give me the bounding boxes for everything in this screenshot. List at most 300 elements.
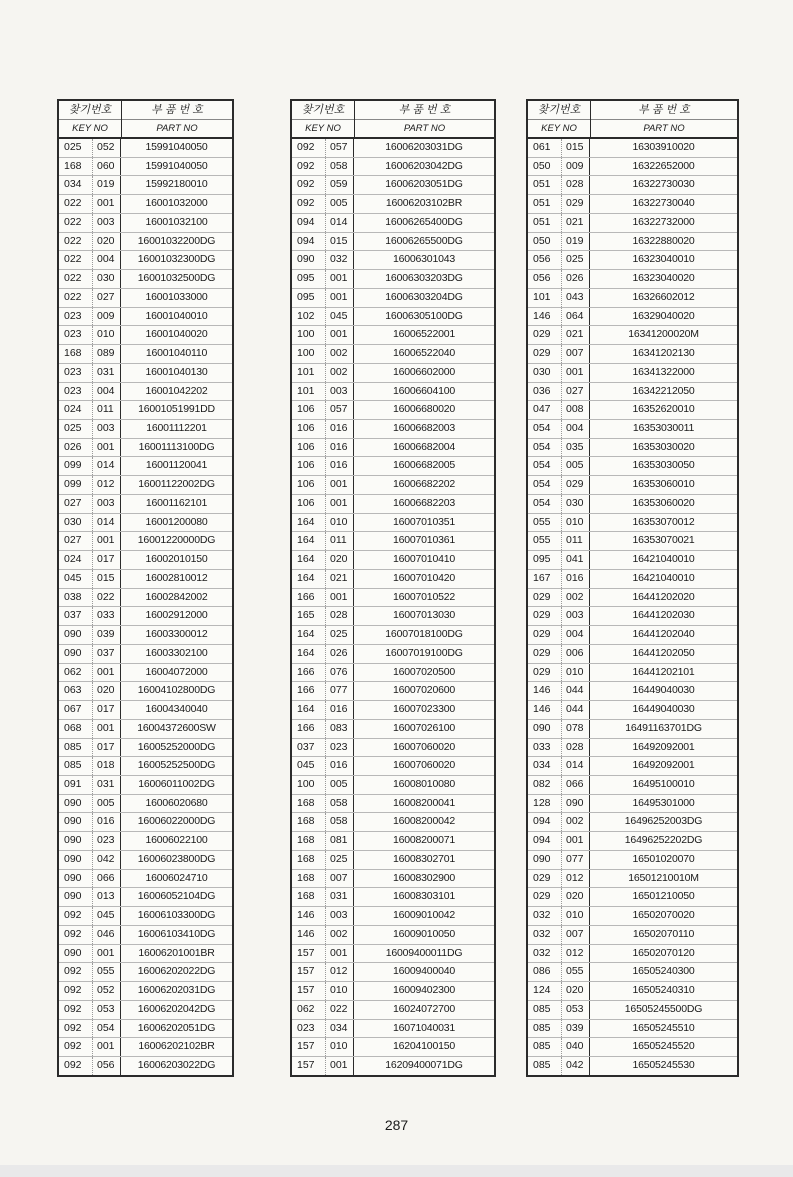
- part-number-cell: 16002810012: [145, 571, 208, 584]
- table-row: [528, 645, 737, 664]
- key-group-cell: 146: [533, 684, 551, 697]
- key-item-cell: 001: [325, 289, 354, 307]
- table-row: [292, 757, 494, 776]
- key-item-cell: 031: [325, 888, 354, 906]
- table-row: [59, 289, 232, 308]
- table-row: [292, 532, 494, 551]
- part-number-cell: 16004340040: [145, 703, 208, 716]
- key-item-cell: 028: [561, 739, 590, 757]
- key-group-cell: 100: [297, 777, 315, 790]
- table-row: [59, 589, 232, 608]
- part-number-cell: 16495301000: [632, 796, 695, 809]
- key-group-cell: 085: [533, 1040, 551, 1053]
- part-header-en: PART NO: [156, 123, 198, 134]
- key-header-ko: 찾기번호: [528, 101, 590, 120]
- part-number-cell: 16006203022DG: [137, 1058, 216, 1071]
- key-group-cell: 027: [64, 496, 82, 509]
- key-group-cell: 030: [64, 515, 82, 528]
- key-group-cell: 022: [64, 272, 82, 285]
- key-item-cell: 001: [325, 270, 354, 288]
- key-item-cell: 023: [325, 739, 354, 757]
- table-row: [59, 476, 232, 495]
- part-number-cell: 16002010150: [145, 553, 208, 566]
- table-row: [528, 963, 737, 982]
- key-item-cell: 010: [325, 982, 354, 1000]
- part-number-cell: 16001042202: [145, 384, 208, 397]
- key-item-cell: 077: [561, 851, 590, 869]
- key-item-cell: 083: [325, 720, 354, 738]
- key-item-cell: 053: [92, 1001, 121, 1019]
- key-group-cell: 168: [297, 796, 315, 809]
- table-row: [292, 720, 494, 739]
- key-group-cell: 094: [297, 215, 315, 228]
- table-row: [59, 776, 232, 795]
- part-number-cell: 16006022100: [145, 834, 208, 847]
- key-group-cell: 090: [64, 646, 82, 659]
- key-item-cell: 011: [561, 532, 590, 550]
- key-group-cell: 090: [64, 834, 82, 847]
- table-row: [292, 176, 494, 195]
- key-group-cell: 092: [64, 1021, 82, 1034]
- table-row: [528, 888, 737, 907]
- part-number-cell: 16505240300: [632, 965, 695, 978]
- key-item-cell: 001: [92, 945, 121, 963]
- key-item-cell: 010: [561, 907, 590, 925]
- part-number-cell: 16006203042DG: [385, 159, 463, 172]
- table-row: [59, 888, 232, 907]
- key-group-cell: 029: [533, 590, 551, 603]
- key-item-cell: 031: [92, 776, 121, 794]
- part-header-ko: 부 품 번 호: [591, 101, 737, 120]
- table-row: [292, 1020, 494, 1039]
- table-row: [59, 664, 232, 683]
- key-item-cell: 057: [325, 401, 354, 419]
- table-row: [528, 551, 737, 570]
- part-number-cell: 16495100010: [632, 777, 695, 790]
- key-item-cell: 001: [92, 195, 121, 213]
- part-number-cell: 16009010050: [392, 927, 456, 940]
- table-row: [292, 682, 494, 701]
- part-number-cell: 15992180010: [145, 178, 208, 191]
- key-group-cell: 054: [533, 440, 551, 453]
- part-number-cell: 16001200080: [145, 515, 208, 528]
- table-row: [528, 664, 737, 683]
- key-item-cell: 042: [561, 1057, 590, 1075]
- table-row: [292, 907, 494, 926]
- table-row: [528, 308, 737, 327]
- part-number-cell: 16006682005: [392, 459, 456, 472]
- table-row: [528, 739, 737, 758]
- key-group-cell: 167: [533, 571, 551, 584]
- key-item-cell: 031: [92, 364, 121, 382]
- key-group-cell: 062: [64, 665, 82, 678]
- table-row: [292, 195, 494, 214]
- key-group-cell: 157: [297, 946, 315, 959]
- key-group-cell: 090: [64, 628, 82, 641]
- key-group-cell: 050: [533, 234, 551, 247]
- key-group-cell: 025: [64, 422, 82, 435]
- key-group-cell: 168: [297, 890, 315, 903]
- part-number-cell: 16353030011: [632, 422, 695, 435]
- key-group-cell: 051: [533, 197, 551, 210]
- key-group-cell: 063: [64, 684, 82, 697]
- table-row: [59, 851, 232, 870]
- key-item-cell: 016: [325, 420, 354, 438]
- key-item-cell: 035: [561, 439, 590, 457]
- key-group-cell: 164: [297, 571, 315, 584]
- table-row: [528, 532, 737, 551]
- key-group-cell: 090: [64, 815, 82, 828]
- key-group-cell: 092: [64, 1002, 82, 1015]
- part-number-cell: 16004372600SW: [137, 721, 216, 734]
- table-row: [528, 476, 737, 495]
- part-number-cell: 16006682203: [392, 496, 456, 509]
- table-row: [292, 1057, 494, 1075]
- key-item-cell: 017: [92, 739, 121, 757]
- part-number-cell: 16007060020: [392, 759, 456, 772]
- table-row: [528, 176, 737, 195]
- key-item-cell: 055: [92, 963, 121, 981]
- key-item-cell: 054: [92, 1020, 121, 1038]
- key-group-cell: 067: [64, 703, 82, 716]
- table-row: [59, 1001, 232, 1020]
- table-row: [59, 532, 232, 551]
- part-number-cell: 16003302100: [145, 646, 208, 659]
- part-number-cell: 16006203031DG: [385, 141, 463, 153]
- key-item-cell: 002: [325, 364, 354, 382]
- table-row: [59, 832, 232, 851]
- key-item-cell: 010: [325, 1038, 354, 1056]
- part-header-en: PART NO: [403, 123, 446, 134]
- table-row: [292, 645, 494, 664]
- part-number-cell: 16006305100DG: [385, 309, 463, 322]
- key-group-cell: 168: [297, 871, 315, 884]
- key-group-cell: 091: [64, 777, 82, 790]
- part-number-cell: 16007026100: [392, 721, 456, 734]
- part-number-cell: 16341200020M: [628, 328, 699, 341]
- key-group-cell: 168: [297, 852, 315, 865]
- part-number-cell: 16353030020: [632, 440, 695, 453]
- key-header-ko: 찾기번호: [292, 101, 354, 120]
- key-group-cell: 092: [64, 1058, 82, 1071]
- part-number-cell: 16007060020: [392, 740, 456, 753]
- part-number-cell: 16006202042DG: [137, 1002, 216, 1015]
- key-item-cell: 042: [92, 851, 121, 869]
- part-number-cell: 16007010522: [392, 590, 456, 603]
- key-item-cell: 012: [561, 945, 590, 963]
- part-number-cell: 16006202031DG: [137, 984, 216, 997]
- key-group-cell: 092: [64, 1040, 82, 1053]
- key-item-cell: 046: [92, 926, 121, 944]
- key-group-cell: 094: [533, 815, 551, 828]
- table-row: [292, 926, 494, 945]
- part-number-cell: 16008200042: [392, 815, 456, 828]
- key-item-cell: 012: [92, 476, 121, 494]
- key-item-cell: 005: [92, 795, 121, 813]
- part-number-cell: 16491163701DG: [625, 721, 702, 734]
- key-group-cell: 124: [533, 984, 551, 997]
- part-number-cell: 16009400011DG: [385, 946, 463, 959]
- key-item-cell: 039: [92, 626, 121, 644]
- table-row: [59, 757, 232, 776]
- part-number-cell: 16001032300DG: [137, 253, 216, 266]
- key-group-cell: 092: [297, 197, 315, 210]
- part-number-cell: 16007010361: [392, 534, 456, 547]
- table-row: [528, 514, 737, 533]
- part-number-cell: 16421040010: [632, 571, 695, 584]
- table-row: [292, 457, 494, 476]
- table-row: [528, 589, 737, 608]
- key-group-cell: 106: [297, 422, 315, 435]
- part-number-cell: 16006203051DG: [385, 178, 463, 191]
- key-item-cell: 089: [92, 345, 121, 363]
- part-number-cell: 16001220000DG: [137, 534, 216, 547]
- key-item-cell: 010: [325, 514, 354, 532]
- table-row: [292, 589, 494, 608]
- part-header-ko: 부 품 번 호: [122, 101, 232, 120]
- part-number-cell: 16353060010: [632, 478, 695, 491]
- part-number-cell: 16323040010: [632, 253, 695, 266]
- part-number-cell: 16502070110: [632, 927, 695, 940]
- key-item-cell: 001: [561, 364, 590, 382]
- table-row: [528, 682, 737, 701]
- key-item-cell: 052: [92, 982, 121, 1000]
- part-number-cell: 16001120041: [145, 459, 208, 472]
- key-group-cell: 090: [64, 946, 82, 959]
- key-item-cell: 004: [92, 383, 121, 401]
- part-number-cell: 16007020500: [392, 665, 456, 678]
- key-item-cell: 011: [92, 401, 121, 419]
- table-row: [59, 626, 232, 645]
- part-number-cell: 16008200041: [392, 796, 456, 809]
- table-row: [59, 176, 232, 195]
- key-group-cell: 168: [297, 834, 315, 847]
- key-item-cell: 001: [325, 476, 354, 494]
- key-item-cell: 014: [561, 757, 590, 775]
- key-group-cell: 029: [533, 328, 551, 341]
- table-row: [59, 364, 232, 383]
- key-item-cell: 017: [92, 551, 121, 569]
- key-group-cell: 166: [297, 590, 315, 603]
- key-item-cell: 003: [92, 420, 121, 438]
- key-group-cell: 024: [64, 403, 82, 416]
- part-number-cell: 16006604100: [392, 384, 456, 397]
- key-group-cell: 030: [533, 365, 551, 378]
- table-row: [59, 195, 232, 214]
- key-item-cell: 016: [92, 813, 121, 831]
- key-group-cell: 056: [533, 253, 551, 266]
- key-group-cell: 022: [64, 253, 82, 266]
- table-row: [292, 495, 494, 514]
- part-number-cell: 16006265500DG: [385, 234, 463, 247]
- key-item-cell: 023: [92, 832, 121, 850]
- key-item-cell: 029: [561, 476, 590, 494]
- part-number-cell: 16007023300: [392, 703, 456, 716]
- table-row: [528, 1057, 737, 1075]
- key-group-cell: 095: [297, 290, 315, 303]
- part-number-cell: 16009010042: [392, 909, 456, 922]
- part-number-cell: 16505245500DG: [624, 1002, 703, 1015]
- table-row: [59, 158, 232, 177]
- key-group-cell: 062: [297, 1002, 315, 1015]
- table-row: [528, 907, 737, 926]
- key-group-cell: 022: [64, 234, 82, 247]
- key-group-cell: 166: [297, 721, 315, 734]
- part-number-cell: 16006203102BR: [385, 197, 463, 210]
- table-row: [59, 1057, 232, 1075]
- key-group-cell: 106: [297, 440, 315, 453]
- part-number-cell: 16209400071DG: [385, 1058, 463, 1071]
- table-row: [528, 607, 737, 626]
- key-group-cell: 168: [297, 815, 315, 828]
- part-number-cell: 16008302701: [392, 852, 456, 865]
- key-item-cell: 008: [561, 401, 590, 419]
- table-row: [59, 308, 232, 327]
- table-row: [59, 1020, 232, 1039]
- key-group-cell: 023: [297, 1021, 315, 1034]
- key-item-cell: 001: [92, 439, 121, 457]
- key-item-cell: 021: [561, 214, 590, 232]
- key-group-cell: 032: [533, 909, 551, 922]
- table-row: [528, 158, 737, 177]
- table-row: [528, 870, 737, 889]
- key-item-cell: 033: [92, 607, 121, 625]
- key-group-cell: 168: [64, 159, 82, 172]
- part-number-cell: 16001032100: [145, 215, 208, 228]
- table-row: [59, 495, 232, 514]
- key-item-cell: 005: [561, 457, 590, 475]
- key-group-cell: 102: [297, 309, 315, 322]
- table-row: [59, 607, 232, 626]
- table-row: [59, 926, 232, 945]
- table-row: [292, 514, 494, 533]
- key-group-cell: 095: [297, 272, 315, 285]
- table-row: [292, 832, 494, 851]
- part-number-cell: 16006682003: [392, 422, 456, 435]
- table-row: [292, 739, 494, 758]
- key-group-cell: 106: [297, 403, 315, 416]
- part-number-cell: 16341322000: [632, 365, 695, 378]
- key-group-cell: 164: [297, 515, 315, 528]
- key-item-cell: 007: [561, 345, 590, 363]
- table-row: [528, 1038, 737, 1057]
- key-group-cell: 056: [533, 272, 551, 285]
- table-row: [292, 701, 494, 720]
- table-row: [528, 401, 737, 420]
- part-number-cell: 16001122002DG: [138, 478, 215, 491]
- table-row: [59, 982, 232, 1001]
- part-number-cell: 16353030050: [632, 459, 695, 472]
- table-row: [292, 851, 494, 870]
- key-item-cell: 003: [92, 214, 121, 232]
- key-item-cell: 004: [561, 626, 590, 644]
- part-number-cell: 16502070120: [632, 946, 695, 959]
- key-item-cell: 016: [325, 457, 354, 475]
- key-item-cell: 019: [92, 176, 121, 194]
- part-number-cell: 16008303101: [392, 890, 456, 903]
- part-number-cell: 16006680020: [392, 403, 456, 416]
- key-item-cell: 028: [561, 176, 590, 194]
- key-item-cell: 014: [92, 457, 121, 475]
- part-number-cell: 16006303203DG: [385, 272, 463, 285]
- table-row: [292, 476, 494, 495]
- key-group-cell: 054: [533, 459, 551, 472]
- key-group-cell: 157: [297, 1040, 315, 1053]
- table-row: [59, 682, 232, 701]
- part-number-cell: 16006052104DG: [137, 890, 216, 903]
- part-number-cell: 16006103300DG: [137, 909, 216, 922]
- key-group-cell: 034: [64, 178, 82, 191]
- key-group-cell: 101: [297, 384, 315, 397]
- key-item-cell: 022: [92, 589, 121, 607]
- key-group-cell: 051: [533, 178, 551, 191]
- key-group-cell: 022: [64, 215, 82, 228]
- key-item-cell: 005: [325, 776, 354, 794]
- part-number-cell: 16323040020: [632, 272, 695, 285]
- table-row: [528, 420, 737, 439]
- part-number-cell: 16001162101: [145, 496, 208, 509]
- table-row: [528, 776, 737, 795]
- table-body: [292, 139, 494, 1075]
- key-item-cell: 004: [561, 420, 590, 438]
- part-number-cell: 16352620010: [632, 403, 695, 416]
- key-group-cell: 029: [533, 646, 551, 659]
- key-group-cell: 101: [533, 290, 551, 303]
- table-row: [292, 233, 494, 252]
- key-group-cell: 090: [64, 852, 82, 865]
- key-item-cell: 012: [561, 870, 590, 888]
- part-number-cell: 16501210010M: [628, 871, 699, 884]
- key-item-cell: 078: [561, 720, 590, 738]
- key-group-cell: 085: [533, 1058, 551, 1071]
- key-group-cell: 090: [533, 852, 551, 865]
- key-item-cell: 004: [92, 251, 121, 269]
- table-row: [528, 270, 737, 289]
- part-number-cell: 16006602000: [392, 365, 456, 378]
- key-item-cell: 002: [561, 813, 590, 831]
- table-header: [292, 101, 494, 139]
- key-group-cell: 029: [533, 609, 551, 622]
- table-row: [528, 289, 737, 308]
- part-number-cell: 16008010080: [392, 777, 456, 790]
- part-number-cell: 16341202130: [632, 347, 695, 360]
- part-number-cell: 16002842002: [145, 590, 208, 603]
- key-item-cell: 028: [325, 607, 354, 625]
- key-group-cell: 157: [297, 1058, 315, 1071]
- key-no-header: [292, 101, 355, 137]
- key-item-cell: 020: [92, 682, 121, 700]
- key-group-cell: 045: [297, 759, 315, 772]
- part-number-cell: 16492092001: [632, 759, 695, 772]
- part-number-cell: 16006522040: [392, 347, 456, 360]
- key-item-cell: 019: [561, 233, 590, 251]
- part-number-cell: 16007010351: [392, 515, 456, 528]
- table-row: [292, 326, 494, 345]
- key-item-cell: 013: [92, 888, 121, 906]
- part-number-cell: 16001040020: [145, 328, 208, 341]
- part-number-cell: 16441202040: [632, 628, 695, 641]
- part-number-cell: 16007019100DG: [385, 646, 463, 659]
- part-number-cell: 16006103410DG: [137, 927, 216, 940]
- key-item-cell: 052: [92, 139, 121, 157]
- table-row: [528, 345, 737, 364]
- key-group-cell: 090: [64, 871, 82, 884]
- key-no-header: [528, 101, 591, 137]
- table-row: [59, 795, 232, 814]
- table-row: [292, 289, 494, 308]
- part-number-cell: 16007010420: [392, 571, 456, 584]
- key-group-cell: 032: [533, 927, 551, 940]
